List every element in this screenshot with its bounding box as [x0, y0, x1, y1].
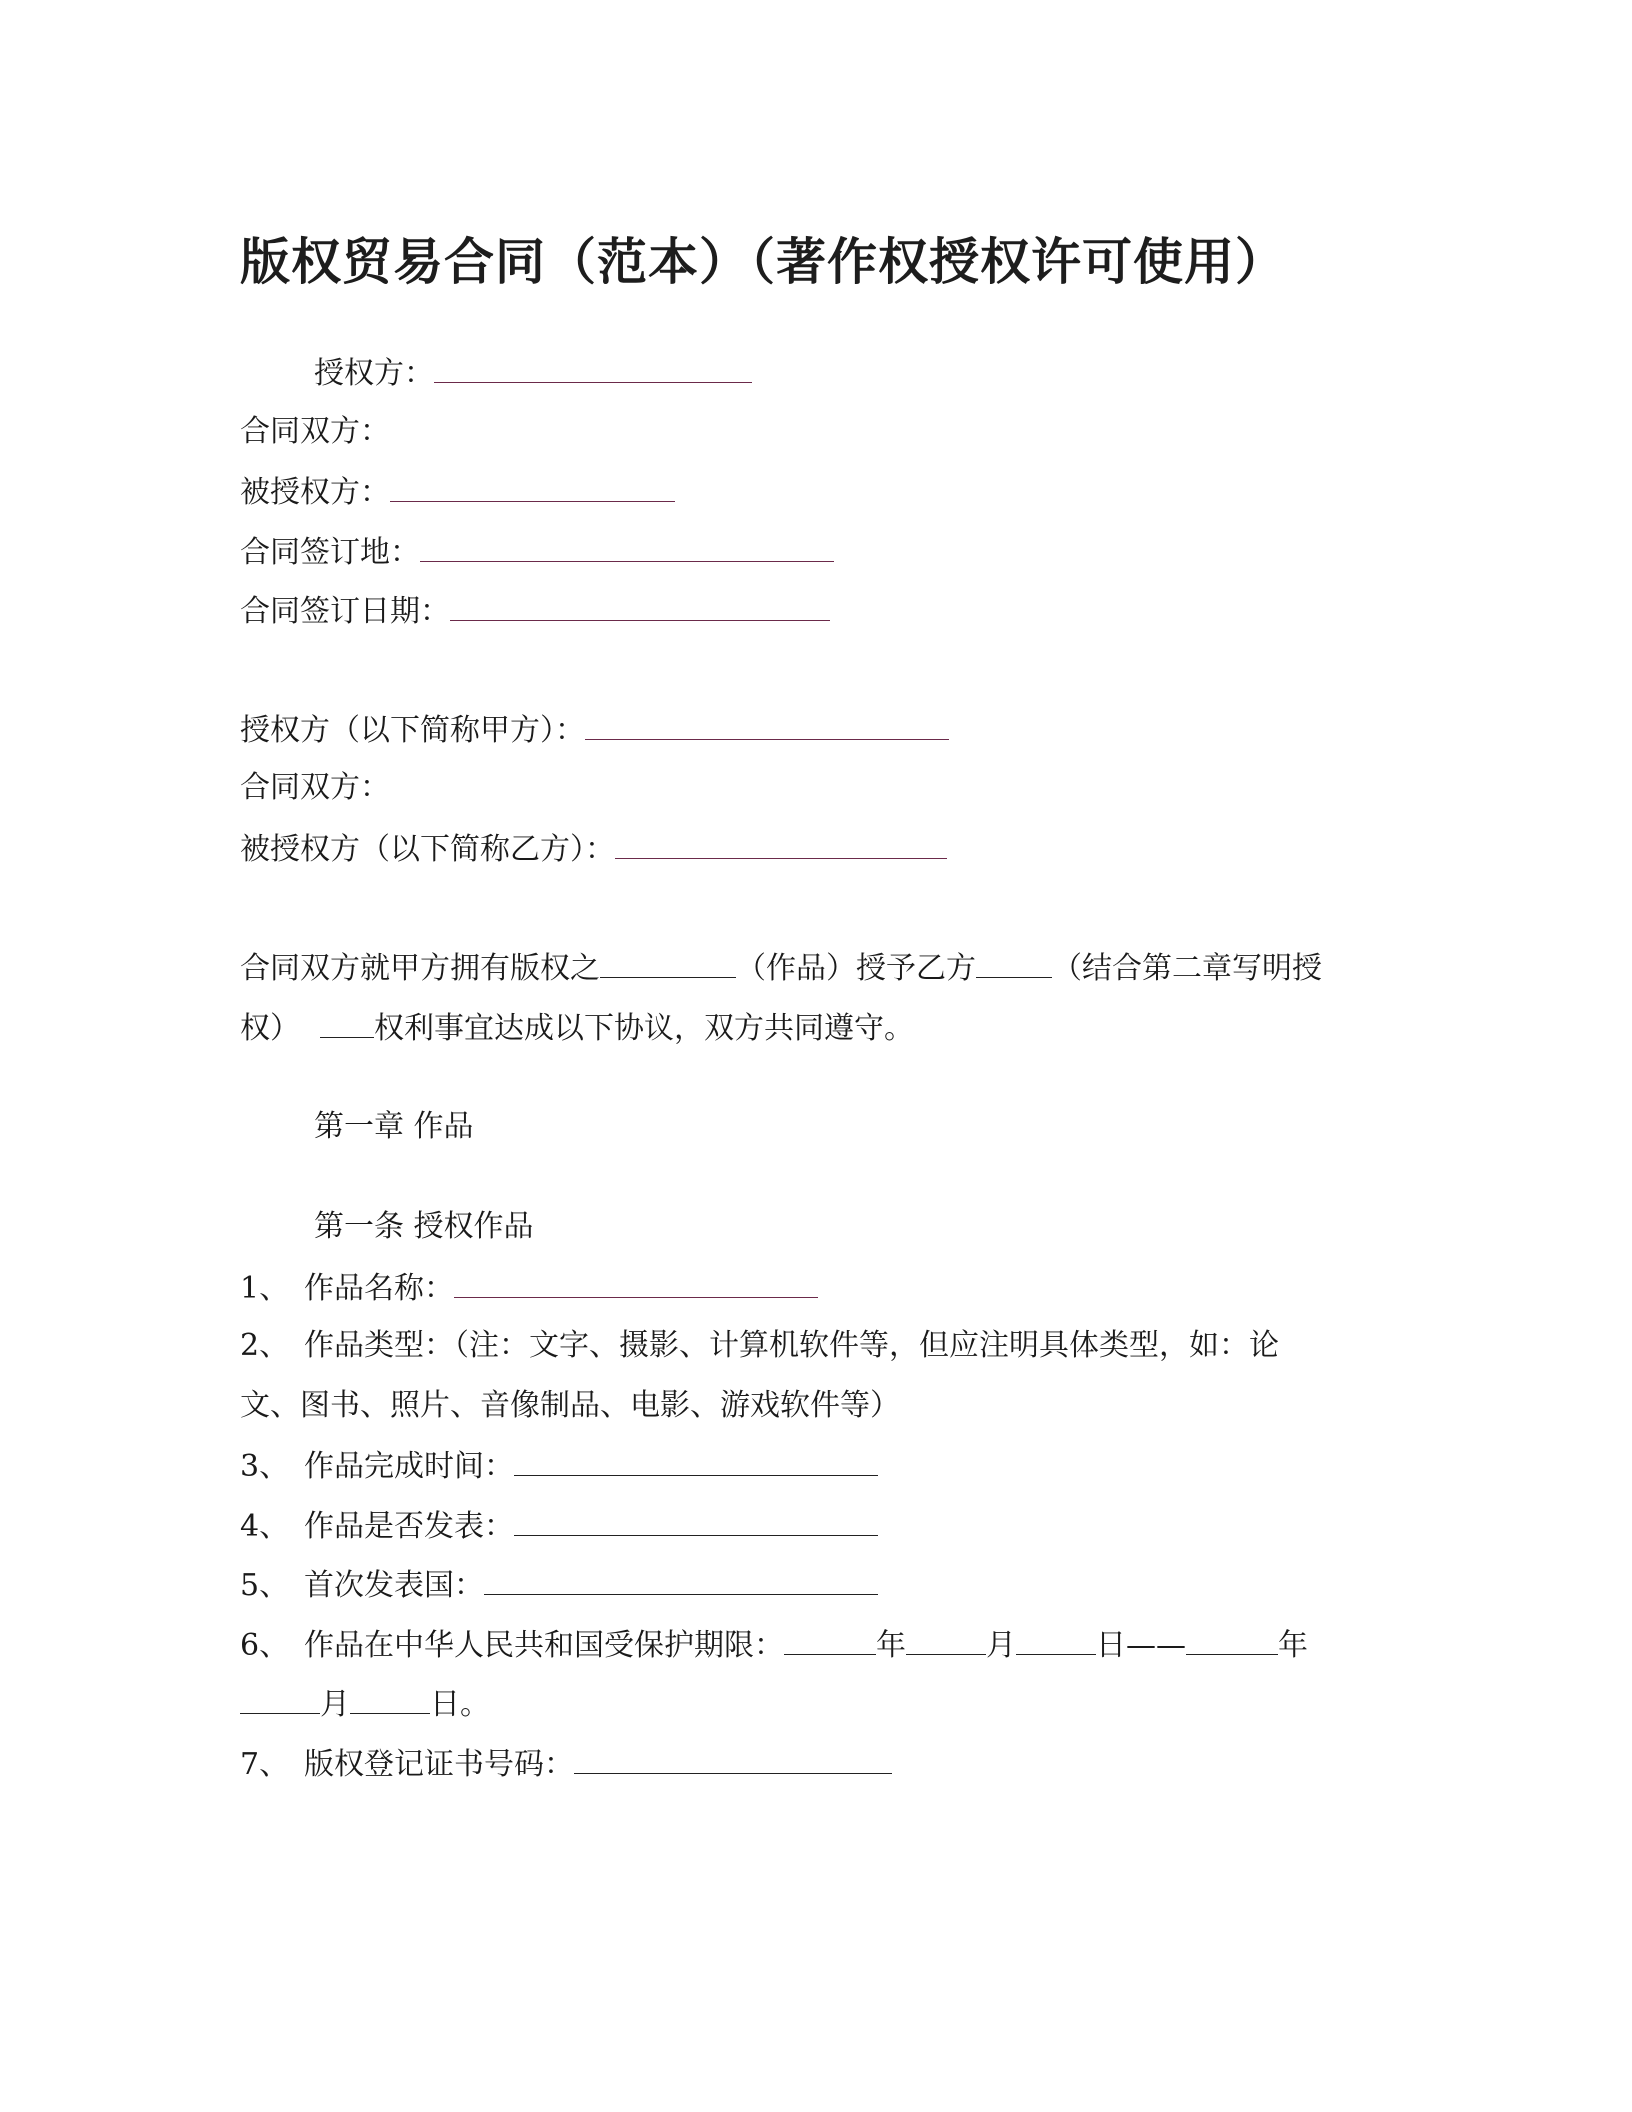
day-end-label: 日。 [430, 1687, 490, 1722]
item-label: 首次发表国： [304, 1568, 484, 1603]
preamble-text-3: （结合第二章写明授 [1052, 951, 1322, 986]
list-item [240, 1743, 892, 1785]
party-a-line [240, 709, 949, 751]
sign-place-blank[interactable] [420, 531, 834, 562]
sign-date-label: 合同签订日期： [240, 594, 450, 629]
sign-date-blank[interactable] [450, 590, 830, 621]
completion-time-blank[interactable] [514, 1445, 878, 1476]
item-number: 7、 [240, 1747, 290, 1782]
preamble-text-4: 权） [240, 1011, 300, 1046]
item-label: 作品名称： [304, 1271, 454, 1306]
end-month-blank[interactable] [240, 1683, 320, 1714]
preamble-text-2: （作品）授予乙方 [736, 951, 976, 986]
list-item-continuation [240, 1683, 490, 1725]
list-item [240, 1505, 878, 1547]
preamble-line-2 [240, 1007, 914, 1049]
day-label: 日 [1096, 1628, 1126, 1663]
work-name-blank[interactable] [600, 947, 736, 978]
item-label: 作品是否发表： [304, 1509, 514, 1544]
range-dash: —— [1126, 1628, 1186, 1663]
party-a-label: 授权方（以下简称甲方）： [240, 713, 585, 748]
list-item [240, 1267, 818, 1309]
end-day-blank[interactable] [350, 1683, 430, 1714]
grantee-line [240, 471, 675, 513]
month-label: 月 [986, 1628, 1016, 1663]
party-b-line [240, 828, 947, 870]
parties-line-1 [240, 412, 390, 452]
preamble-text-1: 合同双方就甲方拥有版权之 [240, 951, 600, 986]
year-label: 年 [1278, 1628, 1308, 1663]
party-b-label: 被授权方（以下简称乙方）： [240, 832, 615, 867]
start-year-blank[interactable] [784, 1624, 876, 1655]
item-number: 4、 [240, 1509, 290, 1544]
item-label: 作品完成时间： [304, 1449, 514, 1484]
item-label: 作品在中华人民共和国受保护期限： [304, 1628, 784, 1663]
list-item [240, 1564, 878, 1606]
item-number: 1、 [240, 1271, 290, 1306]
rights-blank[interactable] [976, 947, 1052, 978]
chapter-heading: 第一章 作品 [314, 1109, 474, 1144]
year-label: 年 [876, 1628, 906, 1663]
list-item [240, 1445, 878, 1487]
work-title-blank[interactable] [454, 1267, 818, 1298]
published-blank[interactable] [514, 1505, 878, 1536]
parties-line-2 [240, 768, 390, 808]
grantee-label: 被授权方： [240, 475, 390, 510]
sign-place-line [240, 531, 834, 573]
grantee-blank[interactable] [390, 471, 675, 502]
preamble-line-1 [240, 947, 1322, 989]
parties-label-2: 合同双方： [240, 770, 390, 805]
item-number: 3、 [240, 1449, 290, 1484]
preamble-text-5: 权利事宜达成以下协议，双方共同遵守。 [374, 1011, 914, 1046]
sign-place-label: 合同签订地： [240, 535, 420, 570]
item-number: 2、 [240, 1328, 290, 1363]
parties-label-1: 合同双方： [240, 414, 390, 449]
list-item [240, 1326, 1279, 1366]
list-item [240, 1624, 1308, 1666]
list-item-continuation: 文、图书、照片、音像制品、电影、游戏软件等） [240, 1388, 900, 1423]
item-number: 5、 [240, 1568, 290, 1603]
certificate-number-blank[interactable] [574, 1743, 892, 1774]
grantor-label: 授权方： [314, 356, 434, 391]
item-label: 版权登记证书号码： [304, 1747, 574, 1782]
end-year-blank[interactable] [1186, 1624, 1278, 1655]
grantor-line [314, 352, 752, 394]
document-title: 版权贸易合同（范本）（著作权授权许可使用） [240, 233, 1286, 291]
item-label: 作品类型：（注：文字、摄影、计算机软件等，但应注明具体类型，如：论 [304, 1328, 1279, 1363]
party-a-blank[interactable] [585, 709, 949, 740]
sign-date-line [240, 590, 830, 632]
grantor-blank[interactable] [434, 352, 752, 383]
article-heading: 第一条 授权作品 [314, 1209, 534, 1244]
start-month-blank[interactable] [906, 1624, 986, 1655]
rights-detail-blank[interactable] [320, 1007, 374, 1038]
item-number: 6、 [240, 1628, 290, 1663]
first-country-blank[interactable] [484, 1564, 878, 1595]
start-day-blank[interactable] [1016, 1624, 1096, 1655]
month-label: 月 [320, 1687, 350, 1722]
party-b-blank[interactable] [615, 828, 947, 859]
